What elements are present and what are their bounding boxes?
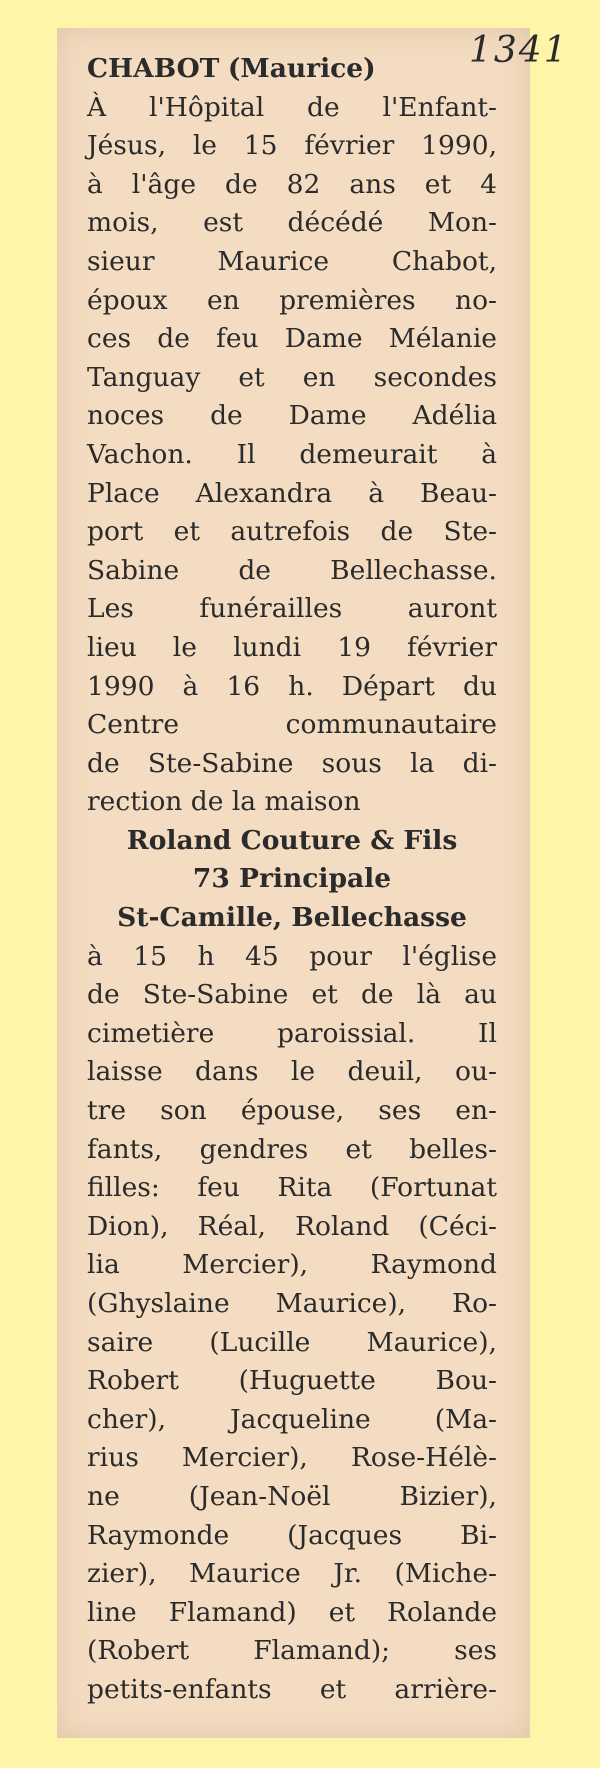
obituary-text	[87, 50, 497, 1710]
deceased-first-name: (Maurice)	[227, 53, 376, 84]
text-line: zier), Maurice Jr. (Miche-	[87, 1558, 497, 1590]
text-line: 1990 à 16 h. Départ du	[87, 670, 497, 702]
text-line: Tanguay et en secondes	[87, 361, 497, 393]
text-line: filles: feu Rita (Fortunat	[87, 1172, 497, 1204]
text-line: sieur Maurice Chabot,	[87, 245, 497, 277]
handwritten-number: 1341	[469, 30, 569, 71]
text-line: À l'Hôpital de l'Enfant-	[87, 91, 497, 123]
text-line: rius Mercier), Rose-Hélè-	[87, 1442, 497, 1474]
text-line: cimetière paroissial. Il	[87, 1017, 497, 1049]
text-line: Place Alexandra à Beau-	[87, 477, 497, 509]
text-line: de Ste-Sabine sous la di-	[87, 747, 497, 779]
funeral-home-street: 73 Principale	[192, 863, 392, 895]
text-line: ces de feu Dame Mélanie	[87, 323, 497, 355]
text-line: rection de la maison	[87, 786, 361, 818]
funeral-home-city: St-Camille, Bellechasse	[117, 902, 467, 934]
funeral-home-name: Roland Couture & Fils	[126, 824, 458, 856]
text-line: de Ste-Sabine et de là au	[87, 979, 497, 1011]
text-line: Jésus, le 15 février 1990,	[87, 130, 497, 162]
text-line: cher), Jacqueline (Ma-	[87, 1403, 497, 1435]
text-line: Robert (Huguette Bou-	[87, 1365, 497, 1397]
text-line: Vachon. Il demeurait à	[87, 438, 497, 470]
text-line: tre son épouse, ses en-	[87, 1095, 497, 1127]
text-line: Raymonde (Jacques Bi-	[87, 1519, 497, 1551]
text-line: laisse dans le deuil, ou-	[87, 1056, 497, 1088]
obituary-clipping	[57, 28, 569, 1738]
text-line: lieu le lundi 19 février	[87, 631, 497, 663]
text-line: à 15 h 45 pour l'église	[87, 940, 497, 972]
text-line: mois, est décédé Mon-	[87, 207, 497, 239]
text-line: fants, gendres et belles-	[87, 1133, 497, 1165]
text-line: line Flamand) et Rolande	[87, 1596, 497, 1628]
obituary-heading	[87, 50, 497, 89]
deceased-surname: CHABOT	[87, 53, 220, 84]
text-line: ne (Jean-Noël Bizier),	[87, 1480, 497, 1512]
text-line: saire (Lucille Maurice),	[87, 1326, 497, 1358]
text-line: Dion), Réal, Roland (Céci-	[87, 1210, 497, 1242]
text-line: petits-enfants et arrière-	[87, 1673, 497, 1705]
text-line: lia Mercier), Raymond	[87, 1249, 497, 1281]
text-line: Sabine de Bellechasse.	[87, 554, 497, 586]
text-line: Centre communautaire	[87, 709, 497, 741]
text-line: époux en premières no-	[87, 284, 497, 316]
text-line: noces de Dame Adélia	[87, 400, 497, 432]
text-line: port et autrefois de Ste-	[87, 516, 497, 548]
text-line: Les funérailles auront	[87, 593, 497, 625]
text-line: à l'âge de 82 ans et 4	[87, 168, 497, 200]
text-line: (Robert Flamand); ses	[87, 1635, 497, 1667]
text-line: (Ghyslaine Maurice), Ro-	[87, 1288, 497, 1319]
